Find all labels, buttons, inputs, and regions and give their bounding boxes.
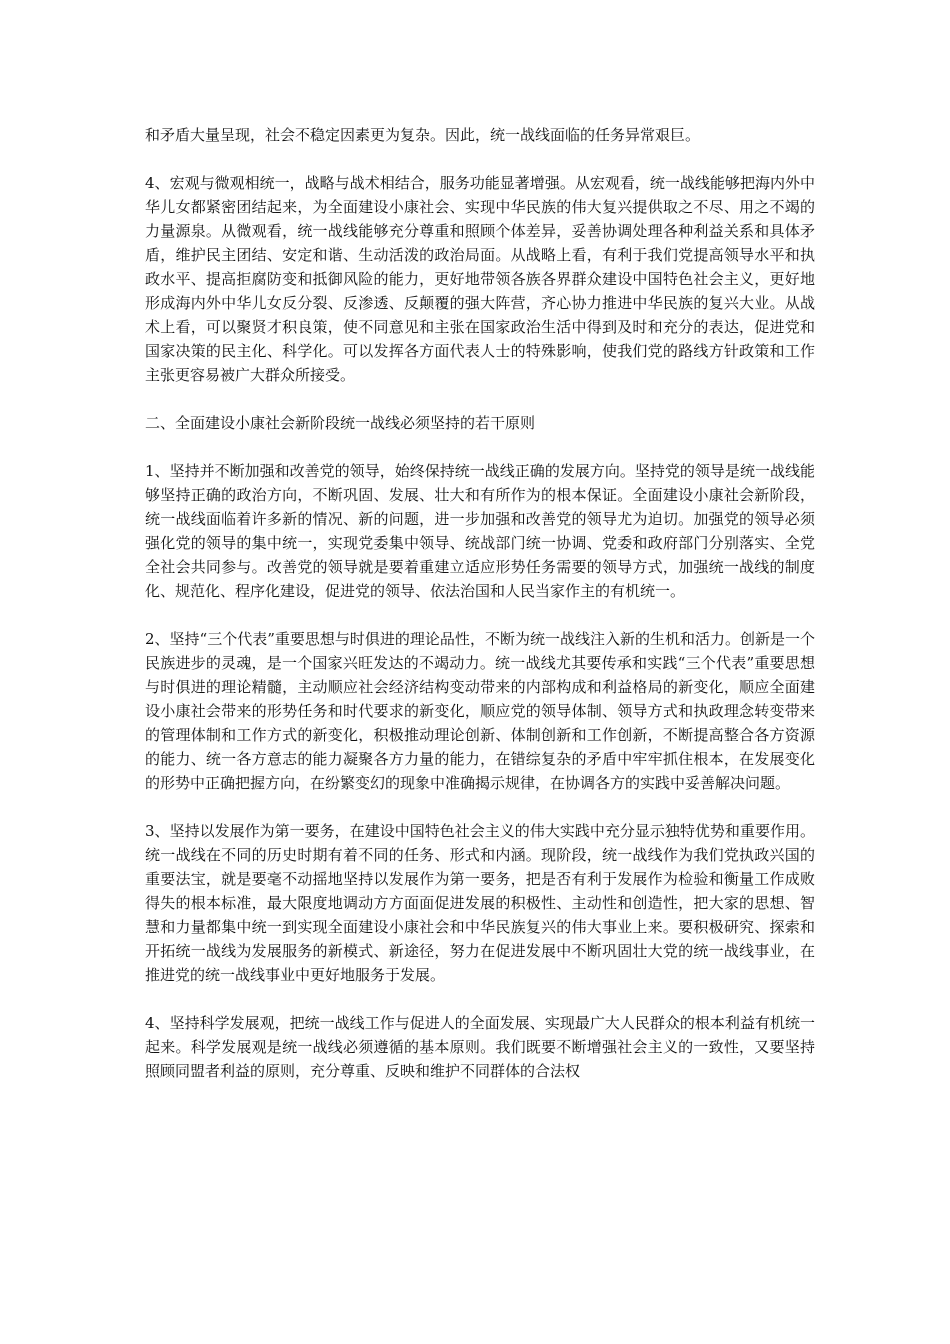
paragraph-principle-3: 3、坚持以发展作为第一要务，在建设中国特色社会主义的伟大实践中充分显示独特优势和重要作用。统一战线在不同的历史时期有着不同的任务、形式和内涵。现阶段，统一战线作为我们党执政兴国的重要法宝，就是要毫不动摇地坚持以发展作为第一要务，把是否有利于发展作为检验和衡量工作成败得失的根本标准，最大限度地调动方方面面促进发展的积极性、主动性和创造性，把大家的思想、智慧和力量都集中统一到实现全面建设小康社会和中华民族复兴的伟大事业上来。要积极研究、探索和开拓统一战线为发展服务的新模式、新途径，努力在促进发展中不断巩固壮大党的统一战线事业，在推进党的统一战线事业中更好地服务于发展。 xyxy=(145,822,815,984)
paragraph-continued: 和矛盾大量呈现，社会不稳定因素更为复杂。因此，统一战线面临的任务异常艰巨。 xyxy=(145,126,701,144)
paragraph-principle-4: 4、坚持科学发展观，把统一战线工作与促进人的全面发展、实现最广大人民群众的根本利益有机统一起来。科学发展观是统一战线必须遵循的基本原则。我们既要不断增强社会主义的一致性，又要坚持照顾同盟者利益的原则，充分尊重、反映和维护不同群体的合法权 xyxy=(145,1014,815,1080)
paragraph-point-4-macro-micro: 4、宏观与微观相统一，战略与战术相结合，服务功能显著增强。从宏观看，统一战线能够把海内外中华儿女都紧密团结起来，为全面建设小康社会、实现中华民族的伟大复兴提供取之不尽、用之不竭的力量源泉。从微观看，统一战线能够充分尊重和照顾个体差异，妥善协调处理各种利益关系和具体矛盾，维护民主团结、安定和谐、生动活泼的政治局面。从战略上看，有利于我们党提高领导水平和执政水平、提高拒腐防变和抵御风险的能力，更好地带领各族各界群众建设中国特色社会主义，更好地形成海内外中华儿女反分裂、反渗透、反颠覆的强大阵营，齐心协力推进中华民族的复兴大业。从战术上看，可以聚贤才积良策，使不同意见和主张在国家政治生活中得到及时和充分的表达，促进党和国家决策的民主化、科学化。可以发挥各方面代表人士的特殊影响，使我们党的路线方针政策和工作主张更容易被广大群众所接受。 xyxy=(145,174,815,384)
paragraph-principle-2: 2、坚持“三个代表”重要思想与时俱进的理论品性，不断为统一战线注入新的生机和活力。创新是一个民族进步的灵魂，是一个国家兴旺发达的不竭动力。统一战线尤其要传承和实践“三个代表”重要思想与时俱进的理论精髓，主动顺应社会经济结构变动带来的内部构成和利益格局的新变化，顺应全面建设小康社会带来的形势任务和时代要求的新变化，顺应党的领导体制、领导方式和执政理念转变带来的管理体制和工作方式的新变化，积极推动理论创新、体制创新和工作创新，不断提高整合各方资源的能力、统一各方意志的能力凝聚各方力量的能力，在错综复杂的矛盾中牢牢抓住根本，在发展变化的形势中正确把握方向，在纷繁变幻的现象中准确揭示规律，在协调各方的实践中妥善解决问题。 xyxy=(145,630,815,792)
document-page xyxy=(145,123,815,1107)
section-heading-2: 二、全面建设小康社会新阶段统一战线必须坚持的若干原则 xyxy=(145,414,536,432)
paragraph-principle-1: 1、坚持并不断加强和改善党的领导，始终保持统一战线正确的发展方向。坚持党的领导是统一战线能够坚持正确的政治方向，不断巩固、发展、壮大和有所作为的根本保证。全面建设小康社会新阶段，统一战线面临着许多新的情况、新的问题，进一步加强和改善党的领导尤为迫切。加强党的领导必须强化党的领导的集中统一，实现党委集中领导、统战部门统一协调、党委和政府部门分别落实、全党全社会共同参与。改善党的领导就是要着重建立适应形势任务需要的领导方式，加强统一战线的制度化、规范化、程序化建设，促进党的领导、依法治国和人民当家作主的有机统一。 xyxy=(145,462,815,600)
